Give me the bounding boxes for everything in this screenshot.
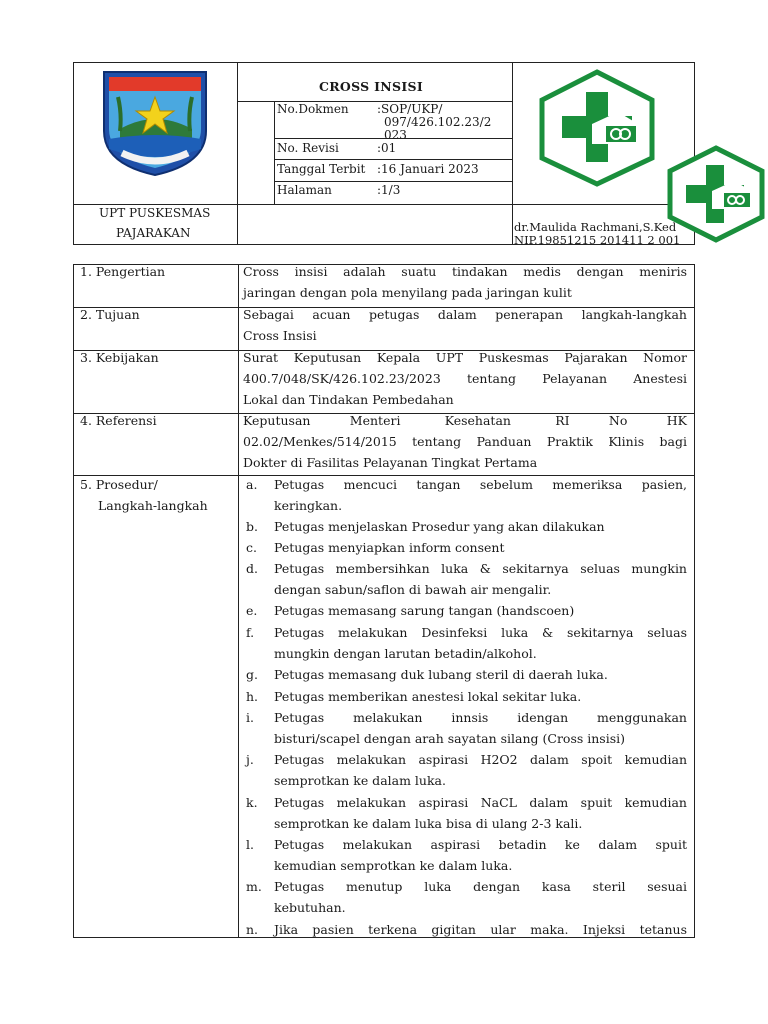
procedure-step <box>243 834 687 876</box>
procedure-step <box>243 537 687 558</box>
procedure-step-letter: j. <box>246 752 254 767</box>
procedure-step-text: semprotkan ke dalam luka bisa di ulang 2-3 kali. <box>274 816 583 831</box>
signer-name: dr.Maulida Rachmani,S.Ked <box>514 220 677 234</box>
section-text-referensi-3: Dokter di Fasilitas Pelayanan Tingkat Pertama <box>243 455 538 470</box>
section-label-referensi: 4. Referensi <box>80 413 157 428</box>
doc-no-label: No.Dokmen <box>277 102 349 116</box>
procedure-step-letter: b. <box>246 519 258 534</box>
procedure-step <box>243 792 687 834</box>
procedure-step-text: Petugas memasang duk lubang steril di daerah luka. <box>274 667 608 682</box>
puskesmas-logo-icon <box>534 68 660 188</box>
regional-emblem-icon <box>100 69 210 177</box>
procedure-step <box>243 707 687 749</box>
section-text-kebijakan-2: 400.7/048/SK/426.102.23/2023 tentang Pelayanan Anestesi <box>243 371 687 386</box>
halaman-label: Halaman <box>277 183 332 197</box>
procedure-step-text: Petugas membersihkan luka & sekitarnya seluas mungkin <box>274 561 687 576</box>
section-label-pengertian: 1. Pengertian <box>80 264 166 279</box>
terbit-value: :16 Januari 2023 <box>377 162 479 176</box>
procedure-step-text: Petugas melakukan aspirasi NaCL dalam spuit kemudian <box>274 795 687 810</box>
section-text-kebijakan-3: Lokal dan Tindakan Pembedahan <box>243 392 454 407</box>
procedure-step-text: dengan sabun/saflon di bawah air mengalir. <box>274 582 552 597</box>
procedure-step-letter: h. <box>246 689 259 704</box>
document-title: CROSS INSISI <box>319 79 423 94</box>
procedure-step-text: semprotkan ke dalam luka. <box>274 773 446 788</box>
procedure-step-text: mungkin dengan larutan betadin/alkohol. <box>274 646 537 661</box>
revisi-value: :01 <box>377 141 397 155</box>
procedure-step-letter: c. <box>246 540 257 555</box>
procedure-step <box>243 474 687 516</box>
procedure-step <box>243 749 687 791</box>
procedure-step-text: Petugas melakukan Desinfeksi luka & sekitarnya seluas <box>274 625 687 640</box>
procedure-step <box>243 876 687 918</box>
section-text-kebijakan-1: Surat Keputusan Kepala UPT Puskesmas Pajarakan Nomor <box>243 350 687 365</box>
procedure-step-text: Petugas melakukan aspirasi H2O2 dalam spoit kemudian <box>274 752 687 767</box>
procedure-step-text: Petugas melakukan innsis idengan menggunakan <box>274 710 687 725</box>
section-label-tujuan: 2. Tujuan <box>80 307 140 322</box>
procedure-step-text: Petugas menjelaskan Prosedur yang akan dilakukan <box>274 519 605 534</box>
section-text-tujuan-2: Cross Insisi <box>243 328 317 343</box>
procedure-step-letter: n. <box>246 922 259 937</box>
procedure-step-text: Petugas memasang sarung tangan (handscoen) <box>274 603 575 618</box>
section-text-referensi-2: 02.02/Menkes/514/2015 tentang Panduan Praktik Klinis bagi <box>243 434 687 449</box>
terbit-label: Tanggal Terbit <box>277 162 366 176</box>
procedure-step-text: Petugas menutup luka dengan kasa steril sesuai <box>274 879 687 894</box>
puskesmas-logo-small-icon <box>664 145 768 243</box>
halaman-value: :1/3 <box>377 183 401 197</box>
section-text-pengertian-2: jaringan dengan pola menyilang pada jaringan kulit <box>243 285 572 300</box>
doc-no-value-2: 097/426.102.23/2 <box>384 115 492 129</box>
section-label-prosedur: 5. Prosedur/ <box>80 477 158 492</box>
section-text-tujuan-1: Sebagai acuan petugas dalam penerapan langkah-langkah <box>243 307 687 322</box>
procedure-step-text: Petugas memberikan anestesi lokal sekitar luka. <box>274 689 582 704</box>
revisi-label: No. Revisi <box>277 141 339 155</box>
procedure-step-text: Petugas melakukan aspirasi betadin ke dalam spuit <box>274 837 687 852</box>
procedure-step-text: Jika pasien terkena gigitan ular maka. Injeksi tetanus <box>274 922 687 937</box>
procedure-step <box>243 600 687 621</box>
procedure-step-letter: a. <box>246 477 258 492</box>
procedure-step-text: kebutuhan. <box>274 900 346 915</box>
unit-name-line1: UPT PUSKESMAS <box>99 206 211 220</box>
signer-nip: NIP.19851215 201411 2 001 <box>514 233 681 247</box>
unit-name-line2: PAJARAKAN <box>116 226 191 240</box>
procedure-step-text: keringkan. <box>274 498 343 513</box>
procedure-step-letter: f. <box>246 625 255 640</box>
procedure-step-letter: g. <box>246 667 258 682</box>
procedure-step-text: Petugas mencuci tangan sebelum memeriksa pasien, <box>274 477 687 492</box>
doc-no-value-3: 023 <box>384 128 407 142</box>
procedure-step-letter: l. <box>246 837 254 852</box>
doc-no-value-1: :SOP/UKP/ <box>377 102 443 116</box>
procedure-step-text: Petugas menyiapkan inform consent <box>274 540 505 555</box>
section-text-pengertian-1: Cross insisi adalah suatu tindakan medis dengan meniris <box>243 264 687 279</box>
section-label-kebijakan: 3. Kebijakan <box>80 350 159 365</box>
procedure-step <box>243 919 687 940</box>
procedure-step <box>243 558 687 600</box>
section-label-prosedur-2: Langkah-langkah <box>98 498 208 513</box>
procedure-step-letter: e. <box>246 603 258 618</box>
procedure-step <box>243 516 687 537</box>
procedure-step-text: kemudian semprotkan ke dalam luka. <box>274 858 513 873</box>
procedure-step-letter: i. <box>246 710 254 725</box>
procedure-step-text: bisturi/scapel dengan arah sayatan silang (Cross insisi) <box>274 731 626 746</box>
procedure-step <box>243 686 687 707</box>
procedure-step <box>243 622 687 664</box>
procedure-step-letter: d. <box>246 561 258 576</box>
procedure-step-letter: m. <box>246 879 262 894</box>
procedure-step <box>243 664 687 685</box>
section-text-referensi-1: Keputusan Menteri Kesehatan RI No HK <box>243 413 687 428</box>
procedure-step-letter: k. <box>246 795 258 810</box>
